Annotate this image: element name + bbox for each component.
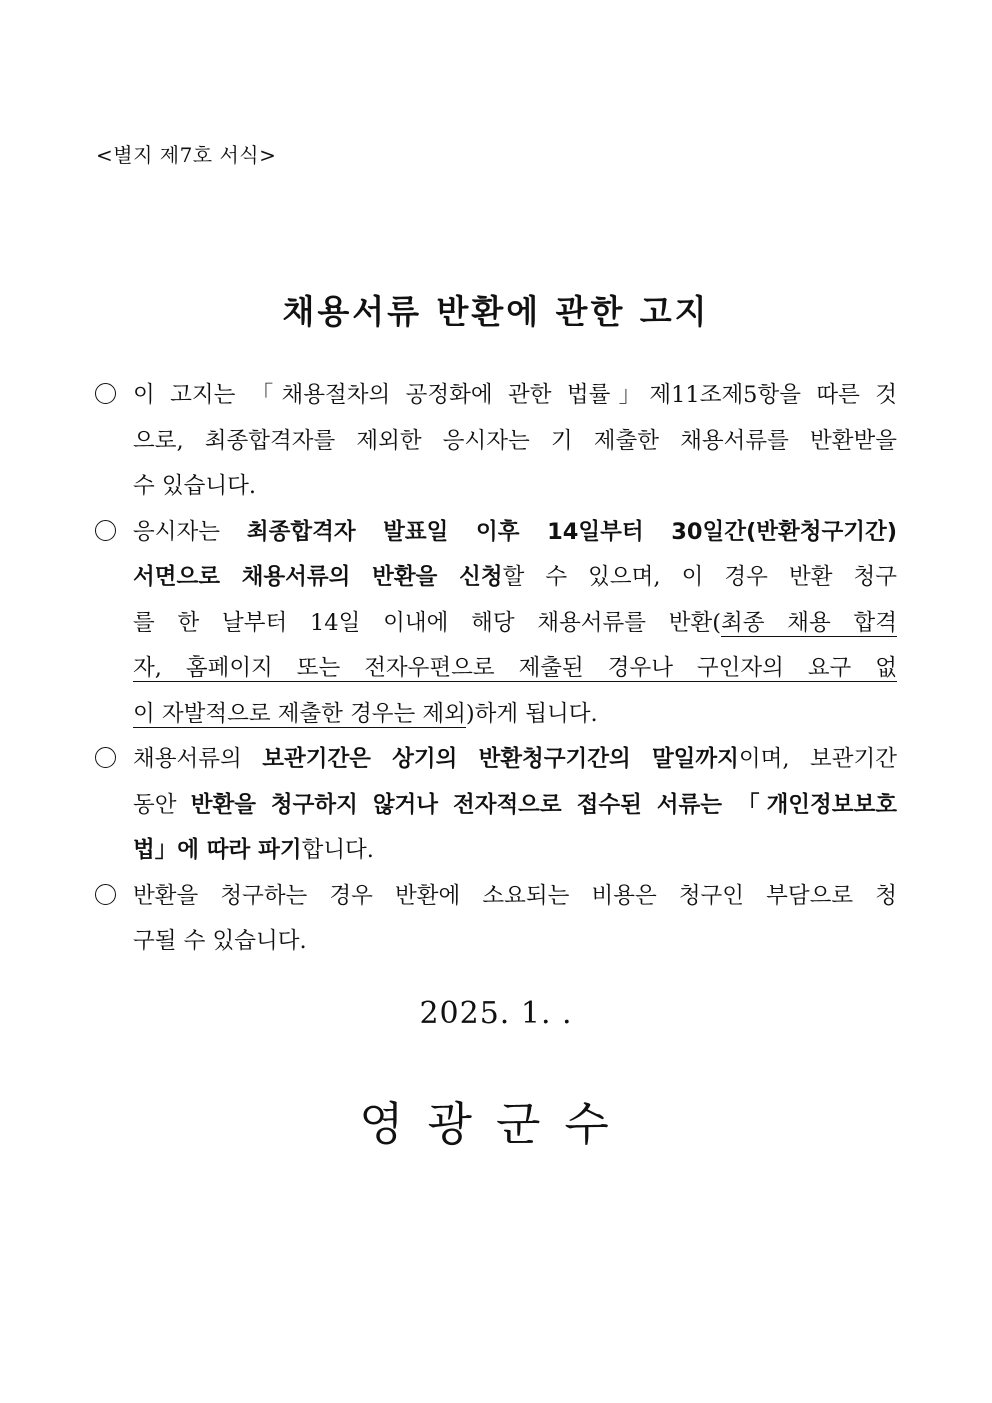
notice-text: )하게 됩니다. [465, 700, 598, 727]
underlined-text: 최종 채용 합격 [721, 609, 897, 636]
emphasis-text: 보관기간은 상기의 반환청구기간의 말일까지 [262, 746, 739, 772]
notice-text: 동안 [133, 791, 191, 818]
notice-line [133, 515, 897, 561]
notice-line [133, 606, 897, 652]
circle-bullet-icon [95, 520, 116, 541]
notice-line [133, 378, 897, 424]
notice-line [133, 833, 897, 879]
notice-text: 이 고지는 「채용절차의 공정화에 관한 법률」제11조제5항을 따른 것 [133, 382, 897, 408]
circle-bullet-icon [95, 884, 116, 905]
notice-text: 으로, 최종합격자를 제외한 응시자는 기 제출한 채용서류를 반환받을 [133, 427, 897, 454]
notice-text: 구될 수 있습니다. [133, 928, 307, 954]
notice-text: 를 한 날부터 14일 이내에 해당 채용서류를 반환( [133, 609, 722, 636]
notice-item [95, 515, 897, 743]
notice-list [95, 378, 897, 970]
notice-text: 반환을 청구하는 경우 반환에 소요되는 비용은 청구인 부담으로 청 [133, 882, 897, 909]
notice-text: 합니다. [301, 837, 374, 863]
notice-line [133, 742, 897, 788]
notice-text: 응시자는 [133, 518, 247, 545]
notice-line [133, 879, 897, 925]
emphasis-text: 법」에 따라 파기 [133, 837, 302, 863]
notice-item [95, 378, 897, 515]
underlined-text: 이 자발적으로 제출한 경우는 제외 [133, 700, 466, 727]
form-number-label: <별지 제7호 서식> [96, 143, 277, 167]
notice-line [133, 469, 897, 515]
signer-name: 영광군수 [359, 1097, 633, 1151]
notice-line [133, 424, 897, 470]
emphasis-text: 서면으로 채용서류의 반환을 신청 [133, 564, 503, 590]
notice-line [133, 697, 897, 743]
notice-text: 이며, 보관기간 [738, 746, 898, 772]
circle-bullet-icon [95, 747, 116, 768]
notice-item [95, 742, 897, 879]
notice-text: 할 수 있으며, 이 경우 반환 청구 [502, 564, 897, 590]
issue-date: 2025. 1. . [419, 996, 573, 1031]
notice-item [95, 879, 897, 970]
notice-text: 채용서류의 [133, 746, 263, 772]
notice-line [133, 560, 897, 606]
emphasis-text: 반환을 청구하지 않거나 전자적으로 접수된 서류는 「개인정보보호 [190, 791, 897, 818]
notice-line [133, 651, 897, 697]
notice-text: 수 있습니다. [133, 473, 256, 499]
circle-bullet-icon [95, 383, 116, 404]
emphasis-text: 최종합격자 발표일 이후 14일부터 30일간(반환청구기간) [246, 518, 897, 545]
notice-line [133, 788, 897, 834]
notice-line [133, 924, 897, 970]
underlined-text: 자, 홈페이지 또는 전자우편으로 제출된 경우나 구인자의 요구 없 [133, 655, 897, 681]
document-title: 채용서류 반환에 관한 고지 [282, 292, 710, 331]
